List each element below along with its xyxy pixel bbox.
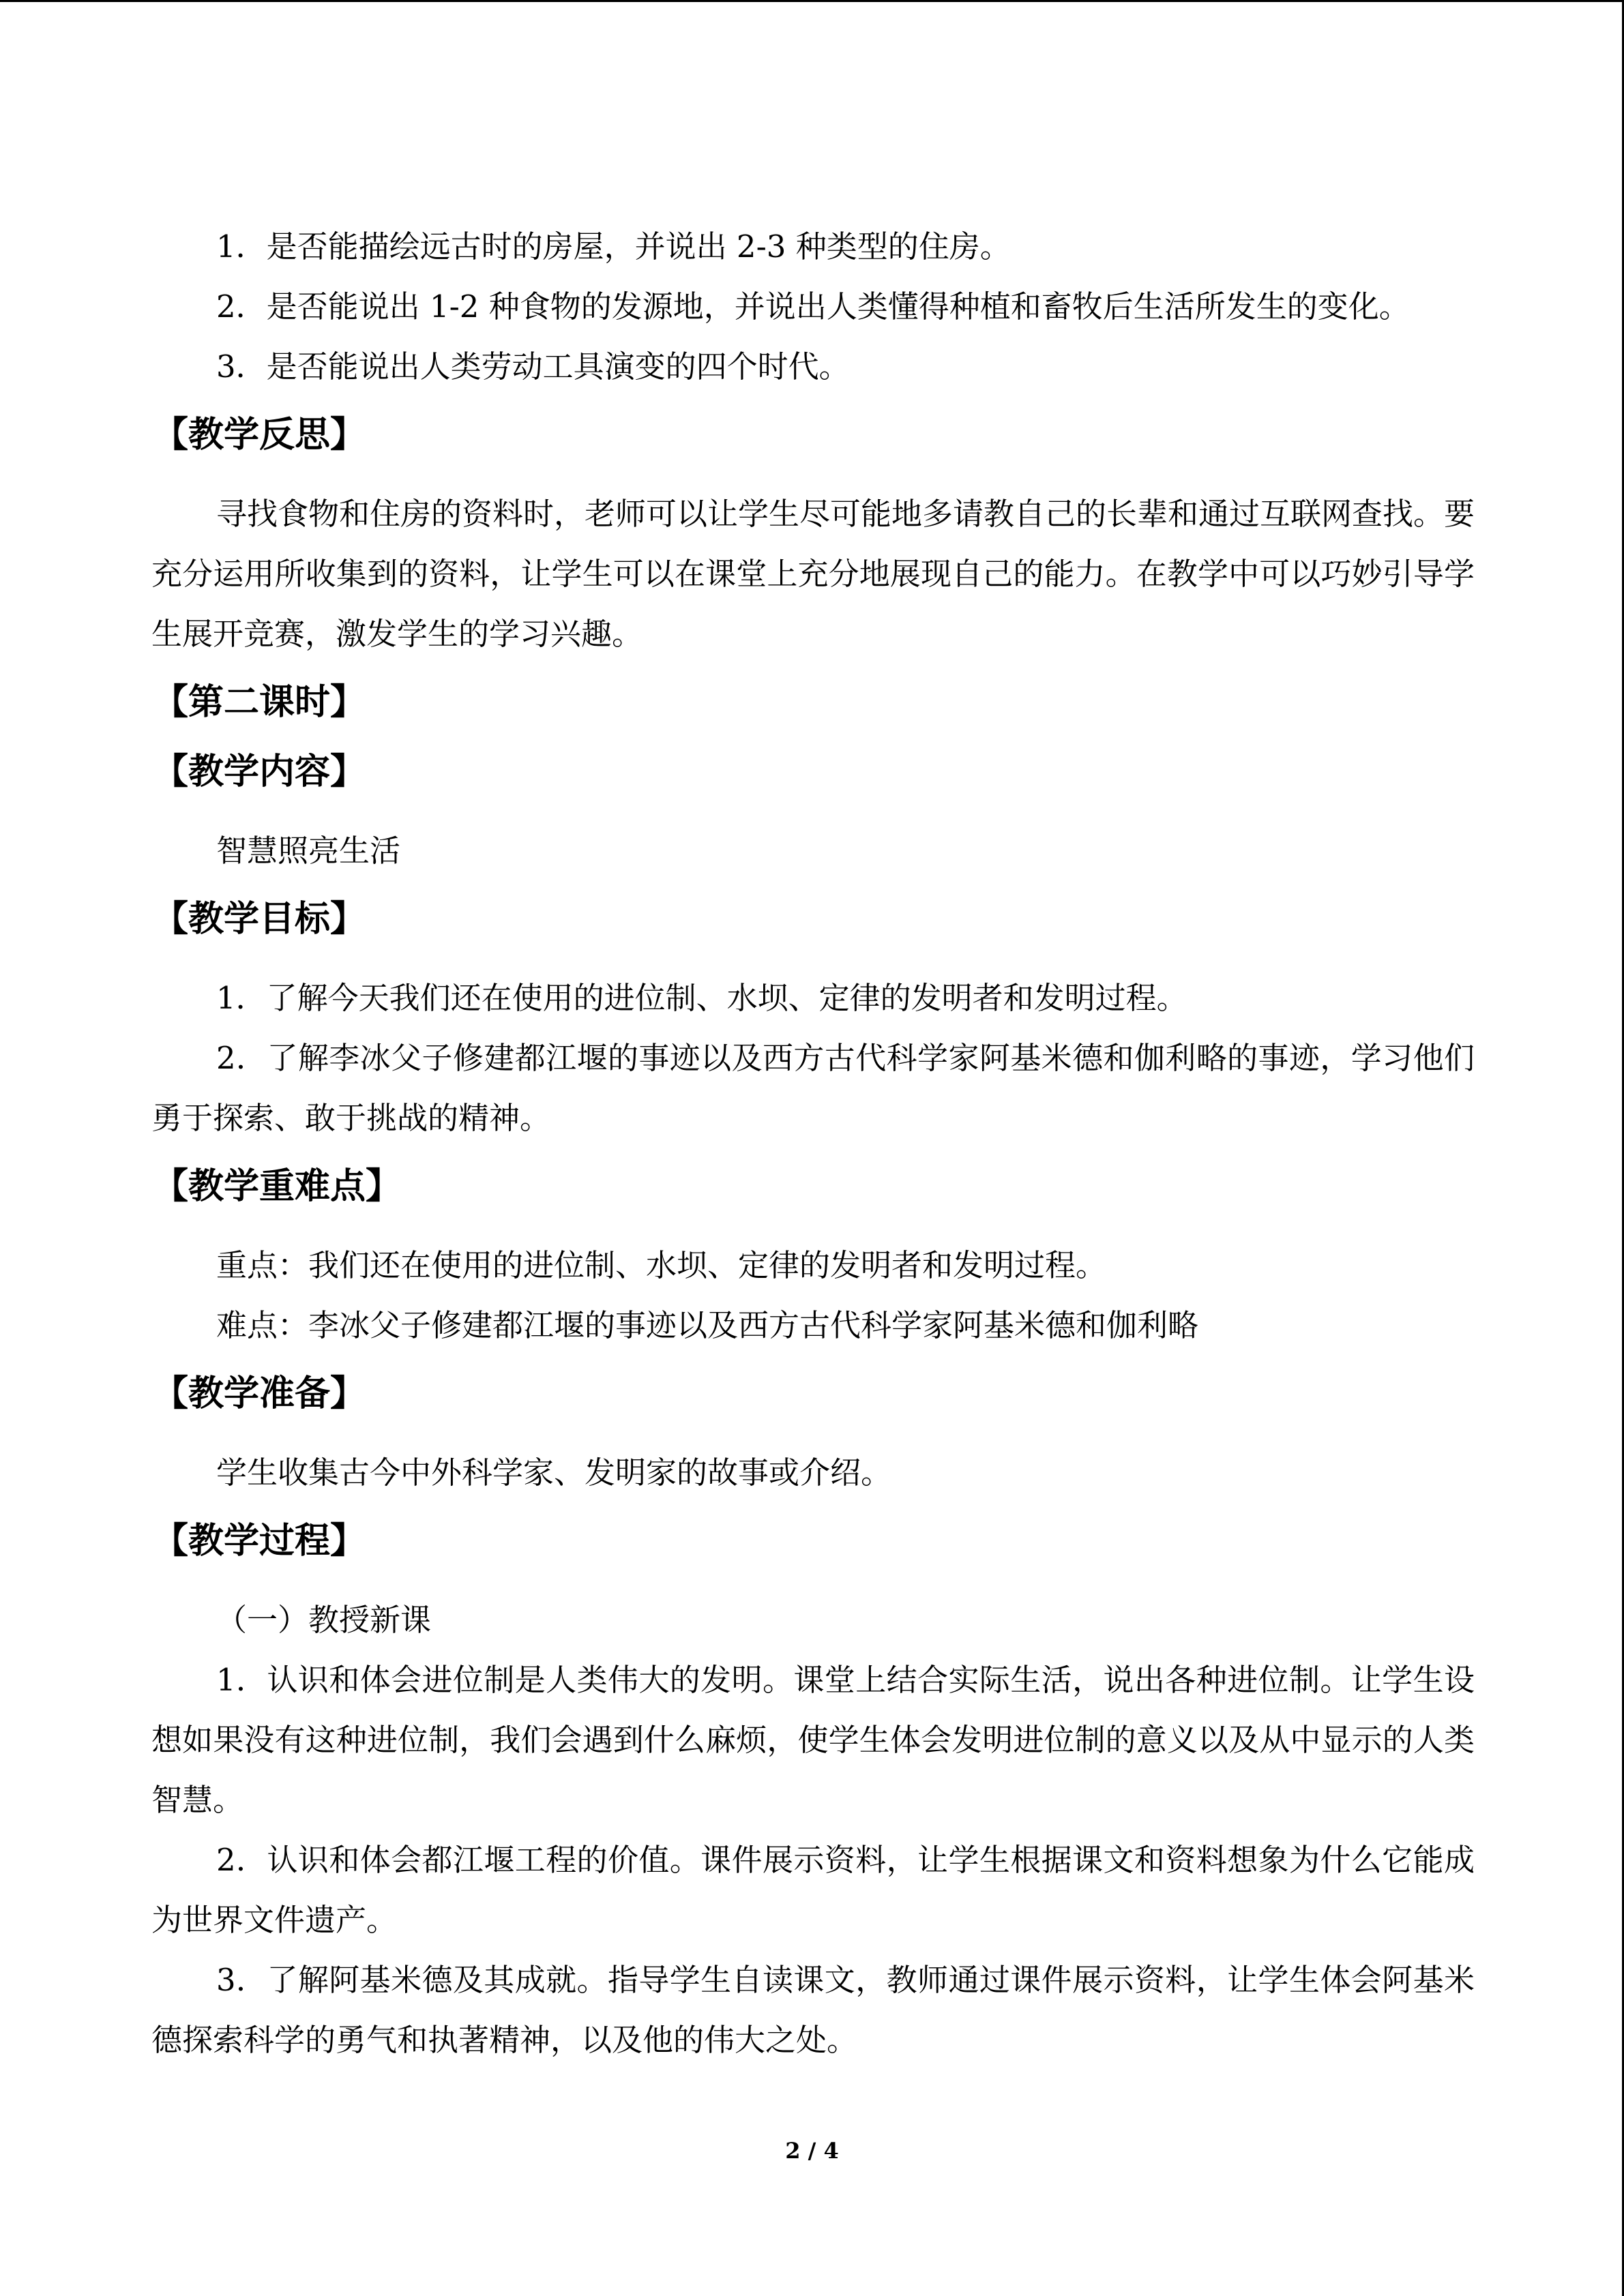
process-item-2: 2．认识和体会都江堰工程的价值。课件展示资料，让学生根据课文和资料想象为什么它能成为世界文件遗产。 bbox=[151, 1842, 1475, 1938]
assessment-item-1: 1．是否能描绘远古时的房屋，并说出 2-3 种类型的住房。 bbox=[216, 228, 1011, 265]
reflection-paragraph: 寻找食物和住房的资料时，老师可以让学生尽可能地多请教自己的长辈和通过互联网查找。要充分运用所收集到的资料，让学生可以在课堂上充分地展现自己的能力。在教学中可以巧妙引导学生展开竞赛，激发学生的学习兴趣。 bbox=[151, 496, 1475, 652]
preparation-text: 学生收集古今中外科学家、发明家的故事或介绍。 bbox=[216, 1455, 892, 1491]
heading-objectives: 【教学目标】 bbox=[153, 899, 366, 940]
assessment-item-3: 3．是否能说出人类劳动工具演变的四个时代。 bbox=[216, 348, 850, 385]
heading-content: 【教学内容】 bbox=[153, 751, 366, 792]
key-point-item-1: 重点：我们还在使用的进位制、水坝、定律的发明者和发明过程。 bbox=[216, 1247, 1107, 1283]
objective-item-1: 1．了解今天我们还在使用的进位制、水坝、定律的发明者和发明过程。 bbox=[216, 980, 1187, 1016]
heading-preparation: 【教学准备】 bbox=[153, 1373, 366, 1414]
heading-reflection: 【教学反思】 bbox=[153, 415, 366, 456]
assessment-item-2: 2．是否能说出 1-2 种食物的发源地，并说出人类懂得种植和畜牧后生活所发生的变化。 bbox=[216, 288, 1410, 325]
heading-process: 【教学过程】 bbox=[153, 1521, 366, 1562]
content-text: 智慧照亮生活 bbox=[216, 833, 401, 869]
page-content bbox=[151, 217, 1475, 2070]
key-point-item-2: 难点：李冰父子修建都江堰的事迹以及西方古代科学家阿基米德和伽利略 bbox=[216, 1307, 1199, 1343]
process-item-3: 3．了解阿基米德及其成就。指导学生自读课文，教师通过课件展示资料，让学生体会阿基米德探索科学的勇气和执著精神，以及他的伟大之处。 bbox=[151, 1962, 1475, 2058]
process-item-1: 1．认识和体会进位制是人类伟大的发明。课堂上结合实际生活，说出各种进位制。让学生设想如果没有这种进位制，我们会遇到什么麻烦，使学生体会发明进位制的意义以及从中显示的人类智慧。 bbox=[151, 1662, 1475, 1818]
heading-second-lesson: 【第二课时】 bbox=[153, 682, 366, 723]
objective-item-2: 2．了解李冰父子修建都江堰的事迹以及西方古代科学家阿基米德和伽利略的事迹，学习他们勇于探索、敢于挑战的精神。 bbox=[151, 1040, 1475, 1136]
page-number: 2 / 4 bbox=[785, 2138, 839, 2164]
process-subheading: （一）教授新课 bbox=[216, 1602, 432, 1638]
heading-key-points: 【教学重难点】 bbox=[153, 1166, 402, 1207]
